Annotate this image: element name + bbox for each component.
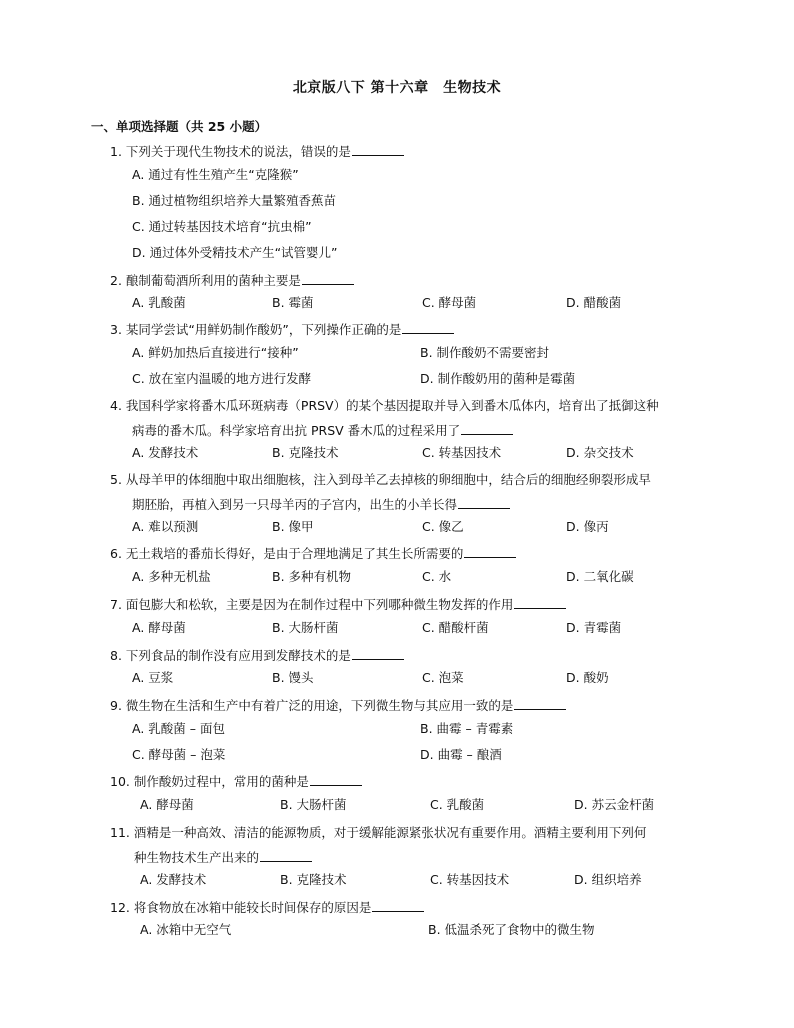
options-row bbox=[132, 617, 692, 639]
option-c: C. 放在室内温暖的地方进行发酵 bbox=[132, 371, 312, 386]
option-d: D. 青霉菌 bbox=[566, 620, 622, 635]
question-text: 5. 从母羊甲的体细胞中取出细胞核，注入到母羊乙去掉核的卵细胞中，结合后的细胞经卵裂形成早 bbox=[110, 472, 651, 487]
option-b: B. 多种有机物 bbox=[272, 569, 352, 584]
question-6-stem bbox=[110, 541, 516, 566]
options-row bbox=[132, 566, 692, 588]
option-d: D. 组织培养 bbox=[574, 872, 642, 887]
option-b: B. 通过植物组织培养大量繁殖香蕉苗 bbox=[132, 193, 337, 208]
answer-blank bbox=[461, 423, 513, 435]
answer-blank bbox=[260, 850, 312, 862]
option-d: D. 酸奶 bbox=[566, 670, 609, 685]
option-b: B. 大肠杆菌 bbox=[272, 620, 339, 635]
answer-blank bbox=[514, 597, 566, 609]
question-3-stem bbox=[110, 317, 454, 342]
option-a: A. 酵母菌 bbox=[140, 797, 194, 812]
answer-blank bbox=[352, 144, 404, 156]
options-row bbox=[132, 442, 692, 464]
question-text: 4. 我国科学家将番木瓜环斑病毒（PRSV）的某个基因提取并导入到番木瓜体内，培育出了抵御这种 bbox=[110, 398, 659, 413]
section-heading: 一、单项选择题（共 25 小题） bbox=[91, 119, 268, 134]
answer-blank bbox=[514, 698, 566, 710]
option-a: A. 难以预测 bbox=[132, 519, 199, 534]
option-c: C. 通过转基因技术培育“抗虫棉” bbox=[132, 219, 312, 234]
option-b: B. 馒头 bbox=[272, 670, 314, 685]
answer-blank bbox=[352, 648, 404, 660]
option-b: B. 大肠杆菌 bbox=[280, 797, 347, 812]
option-b: B. 像甲 bbox=[272, 519, 314, 534]
question-1-stem bbox=[110, 139, 404, 164]
question-7-stem bbox=[110, 592, 566, 617]
answer-blank bbox=[372, 900, 424, 912]
option-d: D. 曲霉 – 酿酒 bbox=[420, 747, 502, 762]
options-row bbox=[132, 368, 692, 390]
option-d: D. 醋酸菌 bbox=[566, 295, 622, 310]
question-text: 8. 下列食品的制作没有应用到发酵技术的是 bbox=[110, 648, 351, 663]
options-row bbox=[132, 516, 692, 538]
question-4-stem-line-2 bbox=[132, 418, 513, 443]
option-a: A. 多种无机盐 bbox=[132, 569, 211, 584]
option-c: C. 醋酸杆菌 bbox=[422, 620, 489, 635]
option-a: A. 发酵技术 bbox=[140, 872, 207, 887]
options-row bbox=[132, 216, 692, 238]
options-row bbox=[132, 718, 692, 740]
option-a: A. 冰箱中无空气 bbox=[140, 922, 232, 937]
option-c: C. 像乙 bbox=[422, 519, 464, 534]
question-text: 7. 面包膨大和松软，主要是因为在制作过程中下列哪种微生物发挥的作用 bbox=[110, 597, 514, 612]
question-text: 3. 某同学尝试“用鲜奶制作酸奶”，下列操作正确的是 bbox=[110, 322, 402, 337]
option-a: A. 通过有性生殖产生“克隆猴” bbox=[132, 167, 299, 182]
question-10-stem bbox=[110, 769, 362, 794]
options-row bbox=[132, 190, 692, 212]
option-a: A. 豆浆 bbox=[132, 670, 174, 685]
options-row bbox=[132, 292, 692, 314]
option-c: C. 转基因技术 bbox=[430, 872, 510, 887]
question-5-stem-line-2 bbox=[132, 492, 510, 517]
question-text: 2. 酿制葡萄酒所利用的菌种主要是 bbox=[110, 273, 301, 288]
answer-blank bbox=[464, 546, 516, 558]
option-c: C. 酵母菌 bbox=[422, 295, 477, 310]
option-b: B. 霉菌 bbox=[272, 295, 314, 310]
option-d: D. 像丙 bbox=[566, 519, 609, 534]
question-text: 12. 将食物放在冰箱中能较长时间保存的原因是 bbox=[110, 900, 372, 915]
answer-blank bbox=[402, 322, 454, 334]
option-c: C. 乳酸菌 bbox=[430, 797, 485, 812]
option-a: A. 发酵技术 bbox=[132, 445, 199, 460]
question-text: 6. 无土栽培的番茄长得好，是由于合理地满足了其生长所需要的 bbox=[110, 546, 464, 561]
answer-blank bbox=[458, 497, 510, 509]
option-d: D. 二氧化碳 bbox=[566, 569, 634, 584]
question-text: 10. 制作酸奶过程中，常用的菌种是 bbox=[110, 774, 309, 789]
question-text: 9. 微生物在生活和生产中有着广泛的用途，下列微生物与其应用一致的是 bbox=[110, 698, 514, 713]
option-b: B. 制作酸奶不需要密封 bbox=[420, 345, 550, 360]
question-4-stem-line-1 bbox=[110, 393, 659, 418]
options-row bbox=[132, 342, 692, 364]
question-text: 期胚胎，再植入到另一只母羊丙的子宫内，出生的小羊长得 bbox=[132, 497, 458, 512]
answer-blank bbox=[302, 273, 354, 285]
question-text: 11. 酒精是一种高效、清洁的能源物质，对于缓解能源紧张状况有重要作用。酒精主要利用下列何 bbox=[110, 825, 647, 840]
option-d: D. 杂交技术 bbox=[566, 445, 634, 460]
question-text: 种生物技术生产出来的 bbox=[134, 850, 260, 865]
options-row bbox=[132, 667, 692, 689]
options-row bbox=[140, 869, 700, 891]
option-d: D. 通过体外受精技术产生“试管婴儿” bbox=[132, 245, 338, 260]
answer-blank bbox=[310, 774, 362, 786]
question-12-stem bbox=[110, 895, 424, 920]
question-11-stem-line-1 bbox=[110, 820, 646, 845]
option-c: C. 转基因技术 bbox=[422, 445, 502, 460]
option-c: C. 泡菜 bbox=[422, 670, 464, 685]
options-row bbox=[132, 164, 692, 186]
option-b: B. 曲霉 – 青霉素 bbox=[420, 721, 514, 736]
page-title: 北京版八下 第十六章 生物技术 bbox=[292, 80, 502, 96]
question-5-stem-line-1 bbox=[110, 467, 651, 492]
options-row bbox=[140, 794, 700, 816]
question-text: 病毒的番木瓜。科学家培育出抗 PRSV 番木瓜的过程采用了 bbox=[132, 423, 461, 438]
option-a: A. 乳酸菌 – 面包 bbox=[132, 721, 225, 736]
question-11-stem-line-2 bbox=[134, 845, 312, 870]
option-c: C. 水 bbox=[422, 569, 452, 584]
option-a: A. 酵母菌 bbox=[132, 620, 186, 635]
options-row bbox=[132, 242, 692, 264]
question-2-stem bbox=[110, 268, 354, 293]
option-b: B. 克隆技术 bbox=[272, 445, 339, 460]
option-d: D. 苏云金杆菌 bbox=[574, 797, 655, 812]
option-d: D. 制作酸奶用的菌种是霉菌 bbox=[420, 371, 576, 386]
question-text: 1. 下列关于现代生物技术的说法，错误的是 bbox=[110, 144, 351, 159]
option-a: A. 鲜奶加热后直接进行“接种” bbox=[132, 345, 299, 360]
option-b: B. 低温杀死了食物中的微生物 bbox=[428, 922, 595, 937]
options-row bbox=[132, 744, 692, 766]
option-b: B. 克隆技术 bbox=[280, 872, 347, 887]
options-row bbox=[140, 919, 700, 941]
question-9-stem bbox=[110, 693, 566, 718]
question-8-stem bbox=[110, 643, 404, 668]
option-a: A. 乳酸菌 bbox=[132, 295, 186, 310]
option-c: C. 酵母菌 – 泡菜 bbox=[132, 747, 226, 762]
